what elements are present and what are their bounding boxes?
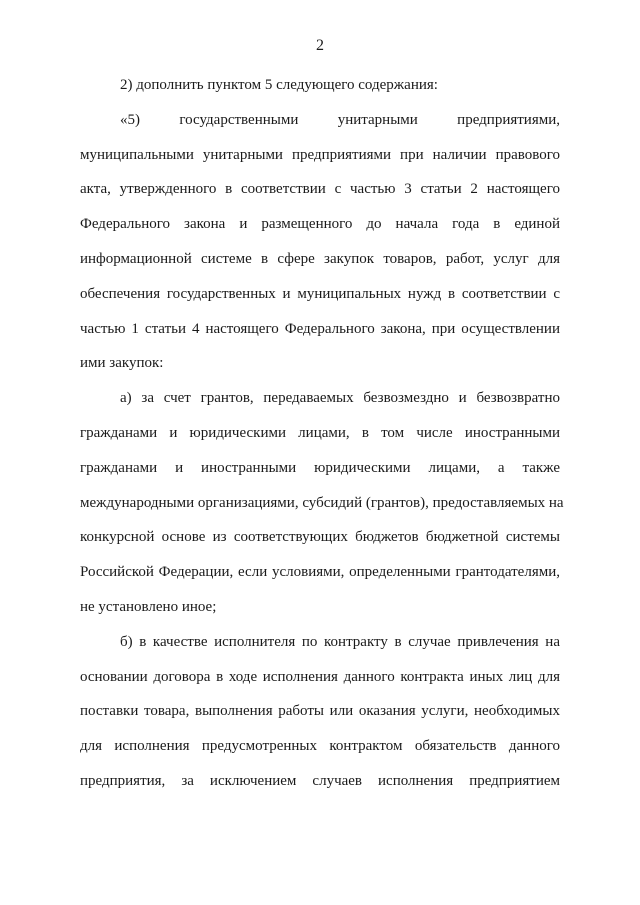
- text-line: конкурсной основе из соответствующих бюджетов бюджетной системы: [80, 529, 560, 546]
- page-number: 2: [316, 37, 324, 54]
- text-line: поставки товара, выполнения работы или оказания услуги, необходимых: [80, 703, 560, 720]
- text-line: акта, утвержденного в соответствии с частью 3 статьи 2 настоящего: [80, 181, 560, 198]
- text-line: основании договора в ходе исполнения данного контракта иных лиц для: [80, 668, 560, 685]
- text-line: 2) дополнить пунктом 5 следующего содержания:: [120, 77, 438, 93]
- text-line: «5) государственными унитарными предприятиями,: [120, 111, 560, 128]
- text-line: гражданами и юридическими лицами, в том числе иностранными: [80, 424, 560, 441]
- text-line: международными организациями, субсидий (грантов), предоставляемых на: [80, 494, 564, 511]
- document-body: [80, 68, 564, 799]
- text-line: не установлено иное;: [80, 598, 217, 615]
- text-line: Российской Федерации, если условиями, определенными грантодателями,: [80, 564, 560, 581]
- text-line: частью 1 статьи 4 настоящего Федерального закона, при осуществлении: [80, 320, 560, 337]
- text-line: информационной системе в сфере закупок товаров, работ, услуг для: [80, 250, 560, 267]
- text-line: а) за счет грантов, передаваемых безвозмездно и безвозвратно: [120, 390, 560, 407]
- text-line: ими закупок:: [80, 355, 164, 372]
- text-line: б) в качестве исполнителя по контракту в случае привлечения на: [120, 633, 560, 650]
- text-line: для исполнения предусмотренных контрактом обязательств данного: [80, 738, 560, 755]
- text-line: предприятия, за исключением случаев исполнения предприятием: [80, 772, 560, 789]
- text-line: муниципальными унитарными предприятиями при наличии правового: [80, 146, 560, 163]
- text-line: обеспечения государственных и муниципальных нужд в соответствии с: [80, 285, 560, 302]
- text-line: гражданами и иностранными юридическими лицами, а также: [80, 459, 560, 476]
- text-line: Федерального закона и размещенного до начала года в единой: [80, 216, 560, 233]
